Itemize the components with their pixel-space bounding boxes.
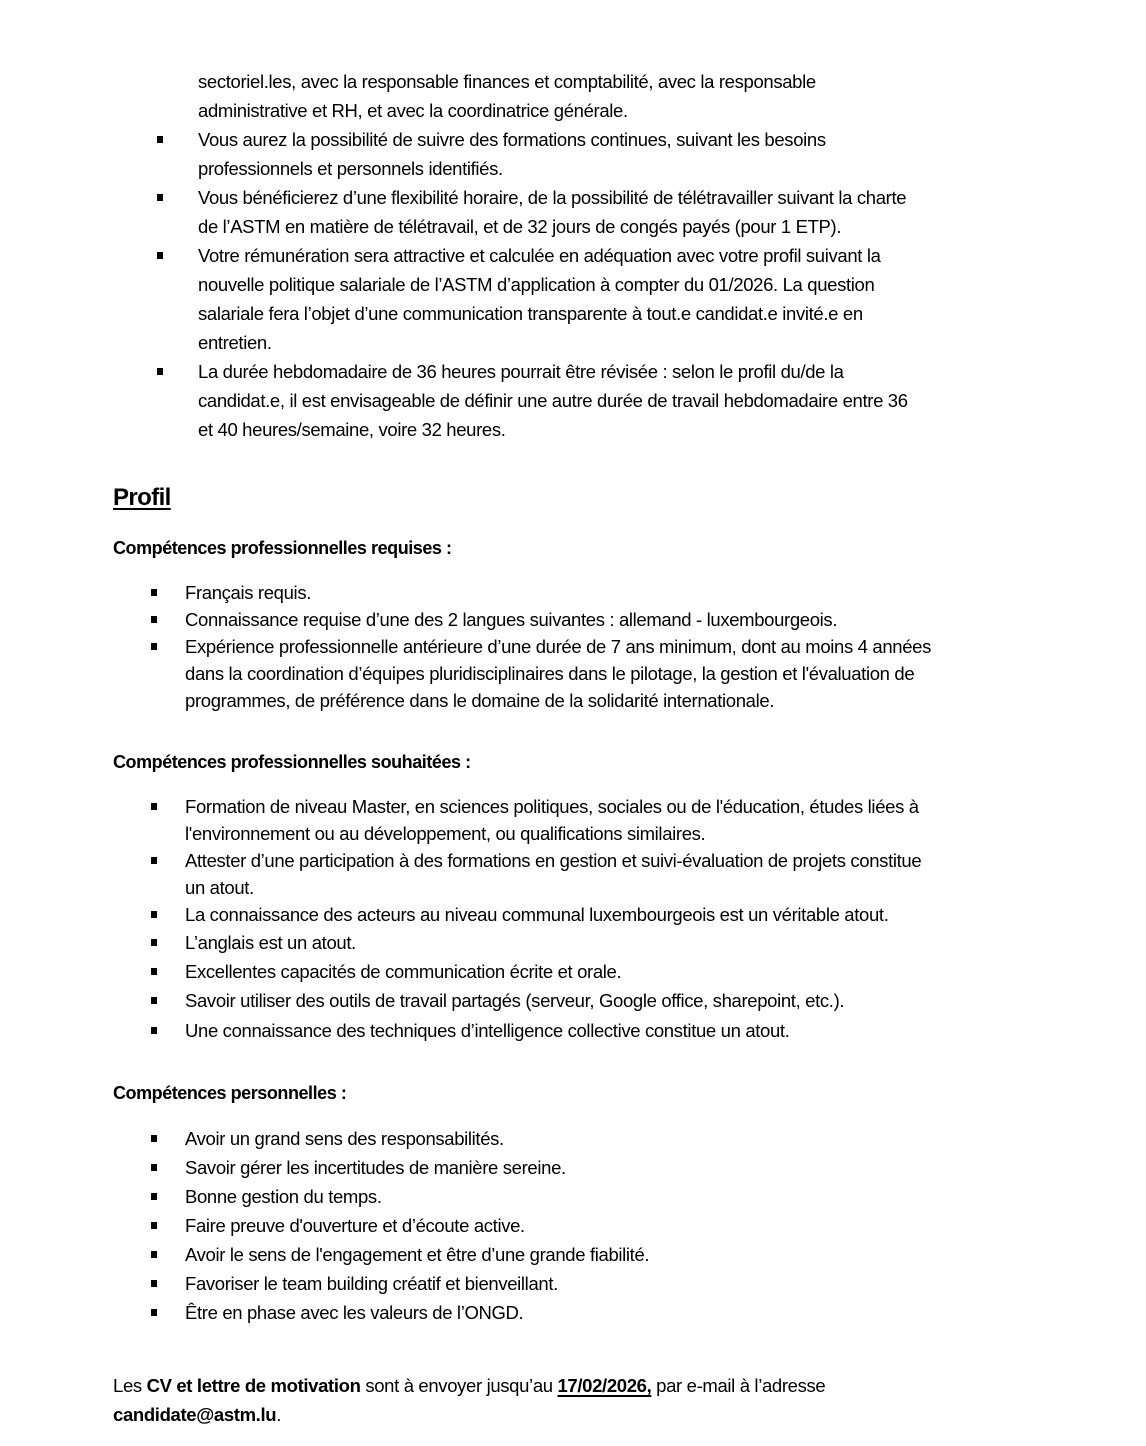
bullet-icon xyxy=(151,1309,157,1316)
application-instructions xyxy=(113,1371,825,1400)
bullet-icon xyxy=(151,968,157,975)
list-item-line: Excellentes capacités de communication écrite et orale. xyxy=(185,961,622,982)
bullet-icon xyxy=(151,857,157,864)
list-item-line: programmes, de préférence dans le domaine de la solidarité internationale. xyxy=(185,690,775,711)
list-item-line: salariale fera l’objet d’une communication transparente à tout.e candidat.e invité.e en xyxy=(198,303,863,324)
list-item-line: professionnels et personnels identifiés. xyxy=(198,158,503,179)
list-item-line: Avoir un grand sens des responsabilités. xyxy=(185,1128,504,1149)
list-item-line: Votre rémunération sera attractive et calculée en adéquation avec votre profil suivant la xyxy=(198,245,881,266)
subheading-personal: Compétences personnelles : xyxy=(113,1083,347,1103)
list-item-line: entretien. xyxy=(198,332,272,353)
list-item-line: Vous bénéficierez d’une flexibilité horaire, de la possibilité de télétravailler suivant la charte xyxy=(198,187,907,208)
list-item-line: candidat.e, il est envisageable de définir une autre durée de travail hebdomadaire entre 36 xyxy=(198,390,908,411)
bullet-icon xyxy=(151,1280,157,1287)
bullet-icon xyxy=(151,643,157,650)
list-item-line: La connaissance des acteurs au niveau communal luxembourgeois est un véritable atout. xyxy=(185,904,889,925)
bullet-icon xyxy=(151,1135,157,1142)
application-text: Les xyxy=(113,1375,147,1396)
section-title-profil: Profil xyxy=(113,484,171,511)
bullet-icon xyxy=(151,1251,157,1258)
list-item-line: Vous aurez la possibilité de suivre des formations continues, suivant les besoins xyxy=(198,129,826,150)
list-item-line: Savoir gérer les incertitudes de manière sereine. xyxy=(185,1157,566,1178)
bullet-icon xyxy=(151,616,157,623)
application-text: sont à envoyer jusqu’au xyxy=(360,1375,558,1396)
subheading-required: Compétences professionnelles requises : xyxy=(113,538,452,558)
bullet-icon xyxy=(151,939,157,946)
subheading-desired: Compétences professionnelles souhaitées : xyxy=(113,752,471,772)
list-item-line: et 40 heures/semaine, voire 32 heures. xyxy=(198,419,506,440)
application-deadline: 17/02/2026, xyxy=(557,1375,652,1396)
list-item-line: un atout. xyxy=(185,877,254,898)
list-item-line: Formation de niveau Master, en sciences politiques, sociales ou de l'éducation, études liées à xyxy=(185,796,919,817)
bullet-icon xyxy=(157,194,163,201)
list-item-line: Avoir le sens de l'engagement et être d’une grande fiabilité. xyxy=(185,1244,650,1265)
bullet-icon xyxy=(157,136,163,143)
list-item-line: Favoriser le team building créatif et bienveillant. xyxy=(185,1273,558,1294)
bullet-icon xyxy=(151,803,157,810)
bullet-icon xyxy=(151,589,157,596)
text-line: administrative et RH, et avec la coordinatrice générale. xyxy=(198,100,628,121)
list-item-line: l'environnement ou au développement, ou qualifications similaires. xyxy=(185,823,706,844)
list-item-line: de l’ASTM en matière de télétravail, et de 32 jours de congés payés (pour 1 ETP). xyxy=(198,216,842,237)
list-item-line: nouvelle politique salariale de l’ASTM d’application à compter du 01/2026. La question xyxy=(198,274,875,295)
list-item-line: Français requis. xyxy=(185,582,312,603)
list-item-line: Attester d’une participation à des formations en gestion et suivi-évaluation de projets constitue xyxy=(185,850,922,871)
list-item-line: La durée hebdomadaire de 36 heures pourrait être révisée : selon le profil du/de la xyxy=(198,361,844,382)
list-item-line: Bonne gestion du temps. xyxy=(185,1186,382,1207)
list-item-line: Connaissance requise d’une des 2 langues suivantes : allemand - luxembourgeois. xyxy=(185,609,838,630)
bullet-icon xyxy=(151,1193,157,1200)
application-documents: CV et lettre de motivation xyxy=(146,1375,361,1396)
bullet-icon xyxy=(151,1164,157,1171)
list-item-line: dans la coordination d’équipes pluridisciplinaires dans le pilotage, la gestion et l'évaluation de xyxy=(185,663,915,684)
list-item-line: Être en phase avec les valeurs de l’ONGD. xyxy=(185,1302,524,1323)
list-item-line: Faire preuve d'ouverture et d’écoute active. xyxy=(185,1215,525,1236)
application-email-link[interactable]: candidate@astm.lu xyxy=(113,1404,277,1425)
list-item-line: Savoir utiliser des outils de travail partagés (serveur, Google office, sharepoint, etc.). xyxy=(185,990,845,1011)
bullet-icon xyxy=(157,252,163,259)
bullet-icon xyxy=(151,1027,157,1034)
text-line: sectoriel.les, avec la responsable finances et comptabilité, avec la responsable xyxy=(198,71,816,92)
list-item-line: Expérience professionnelle antérieure d’une durée de 7 ans minimum, dont au moins 4 années xyxy=(185,636,931,657)
list-item-line: Une connaissance des techniques d’intelligence collective constitue un atout. xyxy=(185,1020,790,1041)
application-email-line xyxy=(113,1400,281,1429)
application-text: . xyxy=(276,1404,282,1425)
application-text: par e-mail à l’adresse xyxy=(651,1375,826,1396)
bullet-icon xyxy=(151,1222,157,1229)
bullet-icon xyxy=(151,997,157,1004)
bullet-icon xyxy=(151,911,157,918)
list-item-line: L’anglais est un atout. xyxy=(185,932,356,953)
bullet-icon xyxy=(157,368,163,375)
